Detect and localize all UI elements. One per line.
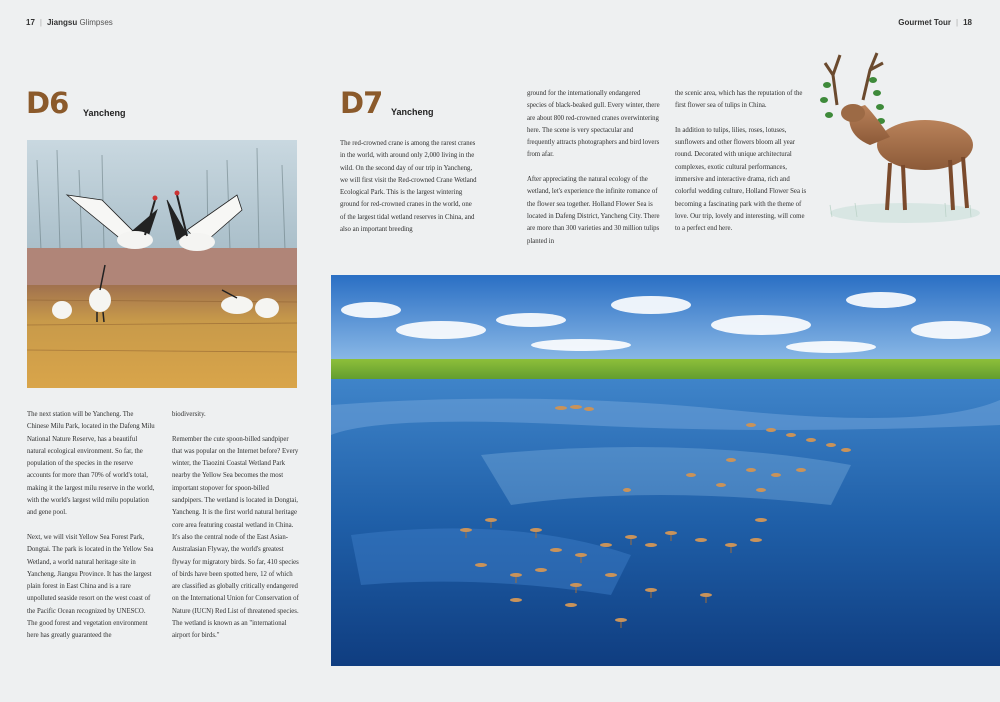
article-column-3 <box>340 138 477 249</box>
article-column-5 <box>675 88 808 248</box>
paragraph-milu-park: The next station will be Yancheng. The Chinese Milu Park, located in the Dafeng Milu National Nature Reserve, has a beautiful natural ecological environment. So far, the population of the species in the reserve accounts for more than 70% of world's total, making it the largest milu reserve in the world, with the world's largest wild milu population and gene pool. <box>27 411 155 517</box>
paragraph-crane-wintering: ground for the internationally endangered species of black-beaked gull. Every winter, there are about 800 red-crowned cranes overwintering here. The scene is very spectacular and frequently attracts photographers and bird lovers from afar. <box>527 90 660 159</box>
place-heading-d6: Yancheng <box>83 108 126 118</box>
milu-deer-illustration <box>815 45 985 230</box>
article-column-2 <box>172 409 300 655</box>
paragraph-biodiversity: biodiversity. <box>172 411 206 418</box>
day-heading-d7: D7 <box>340 86 383 120</box>
day-heading-d6: D6 <box>26 86 69 120</box>
article-column-1 <box>27 409 155 655</box>
magazine-brand: Jiangsu <box>46 18 78 27</box>
paragraph-flowers-bloom: In addition to tulips, lilies, roses, lotuses, sunflowers and other flowers bloom all year round. Decorated with unique architectural complexes, exotic cultural performances, immersive and interactive drama, rich and colorful wedding culture, Holland Flower Sea is becoming a fascinating park with the theme of love. Our trip, lovely and interesting, will come to a perfect end here. <box>675 126 807 233</box>
section-title-left: Glimpses <box>79 18 113 27</box>
paragraph-tiaozini-wetland: Remember the cute spoon-billed sandpiper that was popular on the Internet before? Every winter, the Tiaozini Coastal Wetland Park nearby the Yellow Sea becomes the most important stopover for spoon-billed sandpipers. The wetland is located in Dongtai, Yancheng. It is the first world natural heritage core area featuring coastal wetland in China. It's also the central node of the East Asian-Australasian Flyway, the world's greatest flyway for migratory birds. So far, 410 species of birds have been spotted here, 12 of which are classified as globally critically endangered on the International Union for Conservation of Nature (IUCN) Red List of threatened species. The wetland is known as an "international airport for birds." <box>172 435 299 640</box>
page-number-left: 17 <box>26 18 35 27</box>
red-crowned-cranes-photo <box>27 140 297 388</box>
header-left: 17 | Jiangsu Glimpses <box>26 18 113 27</box>
paragraph-holland-flower-sea: After appreciating the natural ecology of the wetland, let's experience the infinite romance of the flower sea together. Holland Flower Sea is located in Dafeng District, Yancheng City. There are more than 300 varieties and 30 million tulips planted in <box>527 176 660 245</box>
wetland-milu-herd-photo <box>331 275 1000 666</box>
paragraph-tulip-reputation: the scenic area, which has the reputation of the first flower sea of tulips in China. <box>675 90 803 110</box>
paragraph-yellow-sea-forest: Next, we will visit Yellow Sea Forest Park, Dongtai. The park is located in the Yellow Sea Wetland, a world natural heritage site in Yancheng, Jiangsu Province. It has the largest plain forest in East China and is a rare unpolluted seaside resort on the west coast of the Pacific Ocean recognized by UNESCO. The good forest and vegetation environment here has greatly guaranteed the <box>27 533 154 640</box>
article-column-4 <box>527 88 660 260</box>
place-heading-d7: Yancheng <box>391 107 434 117</box>
paragraph-red-crowned-crane: The red-crowned crane is among the rarest cranes in the world, with around only 2,000 living in the wild. On the second day of our trip in Yancheng, we will first visit the Red-crowned Crane Wetland Ecological Park. This is the largest wintering ground for red-crowned cranes in the world, one of the largest tidal wetland reserves in China, and also an important breeding <box>340 140 477 234</box>
section-title-right: Gourmet Tour <box>898 18 952 27</box>
page-number-right: 18 <box>963 18 972 27</box>
header-right: Gourmet Tour | 18 <box>898 18 972 27</box>
